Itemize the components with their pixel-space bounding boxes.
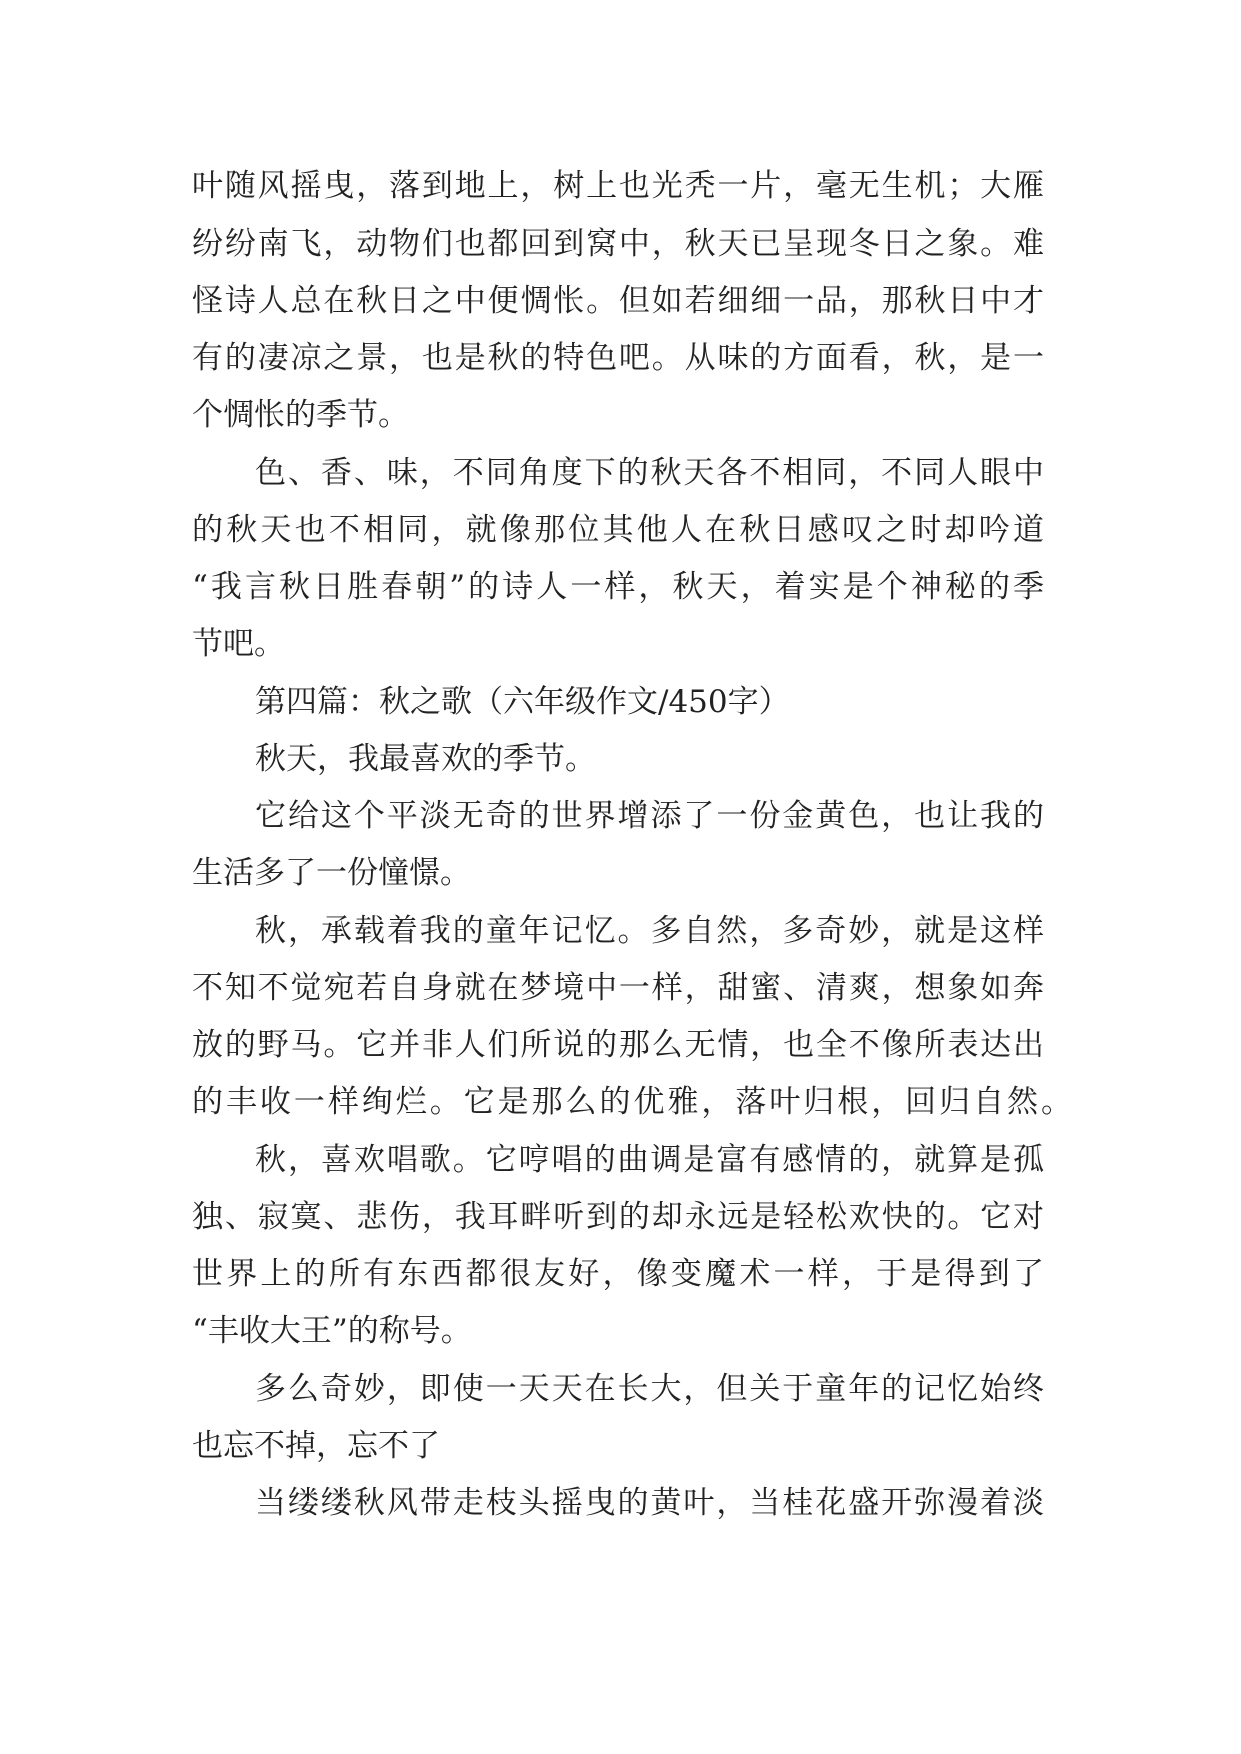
text-line — [0, 156, 1241, 216]
text-line — [0, 901, 1241, 961]
text-line — [0, 214, 1241, 274]
line-text: 当缕缕秋风带走枝头摇曳的黄叶，当桂花盛开弥漫着淡 — [255, 1485, 1044, 1521]
text-line — [0, 1015, 1241, 1075]
line-text: 独、寂寞、悲伤，我耳畔听到的却永远是轻松欢快的。它对 — [192, 1199, 1044, 1235]
text-line — [0, 328, 1241, 388]
text-line — [0, 1473, 1241, 1533]
text-line — [0, 958, 1241, 1018]
line-text: 节吧。 — [192, 626, 285, 662]
line-text: “丰收大王”的称号。 — [192, 1313, 472, 1349]
line-text: 也忘不掉，忘不了 — [192, 1428, 440, 1464]
text-line — [0, 385, 1241, 445]
heading-text: 第四篇：秋之歌（六年级作文/450字） — [255, 684, 790, 720]
line-text: “我言秋日胜春朝”的诗人一样，秋天，着实是个神秘的季 — [192, 569, 1044, 605]
text-line — [0, 729, 1241, 789]
line-text: 有的凄凉之景，也是秋的特色吧。从味的方面看，秋，是一 — [192, 340, 1044, 376]
line-text: 世界上的所有东西都很友好，像变魔术一样，于是得到了 — [192, 1256, 1044, 1292]
line-text: 色、香、味，不同角度下的秋天各不相同，不同人眼中 — [255, 455, 1044, 491]
line-text: 秋天，我最喜欢的季节。 — [255, 741, 596, 777]
section-heading — [0, 672, 1241, 732]
line-text: 多么奇妙，即使一天天在长大，但关于童年的记忆始终 — [255, 1371, 1044, 1407]
line-text: 秋，喜欢唱歌。它哼唱的曲调是富有感情的，就算是孤 — [255, 1142, 1044, 1178]
text-line — [0, 1072, 1241, 1132]
line-text: 生活多了一份憧憬。 — [192, 855, 471, 891]
text-line — [0, 786, 1241, 846]
line-text: 的秋天也不相同，就像那位其他人在秋日感叹之时却吟道 — [192, 512, 1044, 548]
line-text: 放的野马。它并非人们所说的那么无情，也全不像所表达出 — [192, 1027, 1044, 1063]
text-line — [0, 271, 1241, 331]
line-text: 个惆怅的季节。 — [192, 397, 409, 433]
text-line — [0, 1359, 1241, 1419]
text-line — [0, 1130, 1241, 1190]
line-text: 的丰收一样绚烂。它是那么的优雅，落叶归根，回归自然。 — [192, 1084, 1072, 1120]
line-text: 秋，承载着我的童年记忆。多自然，多奇妙，就是这样 — [255, 913, 1044, 949]
line-text: 怪诗人总在秋日之中便惆怅。但如若细细一品，那秋日中才 — [192, 283, 1044, 319]
line-text: 纷纷南飞，动物们也都回到窝中，秋天已呈现冬日之象。难 — [192, 226, 1044, 262]
text-line — [0, 443, 1241, 503]
text-line — [0, 843, 1241, 903]
text-line — [0, 1416, 1241, 1476]
text-line — [0, 1187, 1241, 1247]
text-line — [0, 1301, 1241, 1361]
line-text: 不知不觉宛若自身就在梦境中一样，甜蜜、清爽，想象如奔 — [192, 970, 1044, 1006]
text-line — [0, 557, 1241, 617]
text-line — [0, 500, 1241, 560]
text-line — [0, 614, 1241, 674]
line-text: 它给这个平淡无奇的世界增添了一份金黄色，也让我的 — [255, 798, 1044, 834]
line-text: 叶随风摇曳，落到地上，树上也光秃一片，毫无生机；大雁 — [192, 168, 1044, 204]
text-line — [0, 1244, 1241, 1304]
